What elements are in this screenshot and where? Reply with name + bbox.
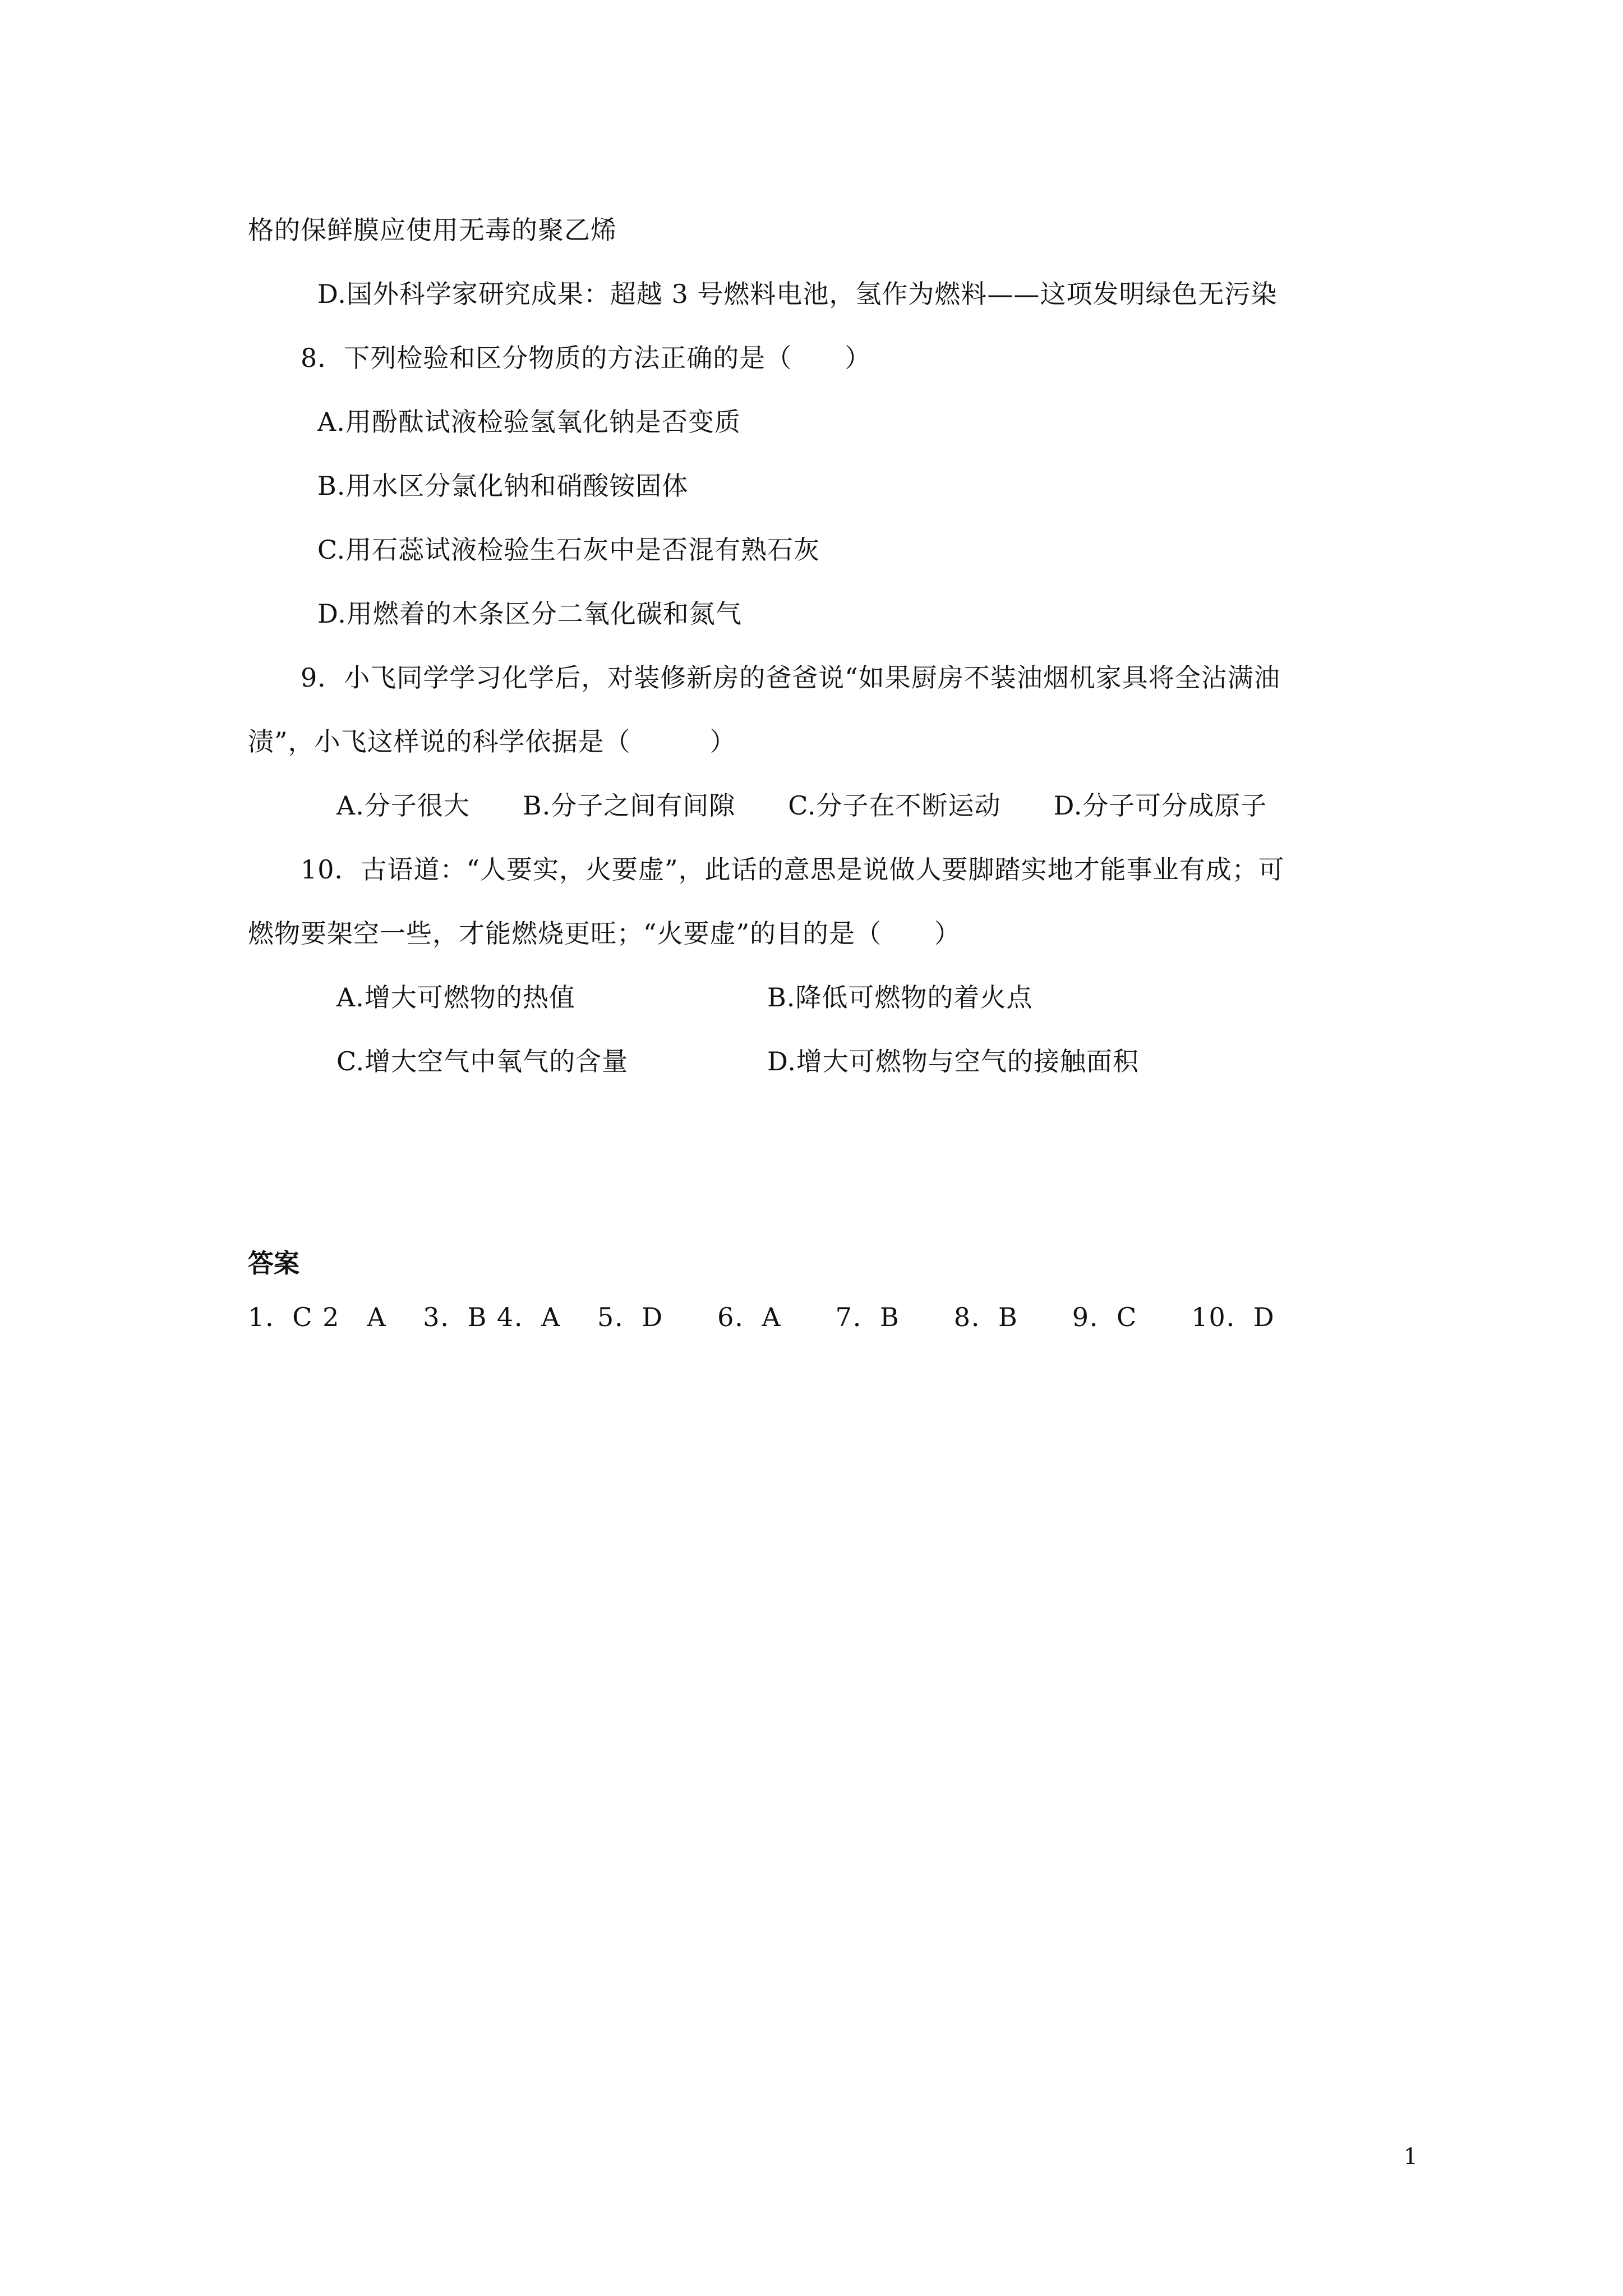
question-8-stem: 8．下列检验和区分物质的方法正确的是（ ） [301,343,872,373]
answers-list: 1．C 2 A 3．B 4．A 5．D 6．A 7．B 8．B 9．C 10．D [248,1302,1275,1332]
q8-option-a: A.用酚酞试液检验氢氧化钠是否变质 [317,407,741,437]
answers-heading: 答案 [248,1248,299,1278]
question-9-stem-line1: 9．小飞同学学习化学后，对装修新房的爸爸说“如果厨房不装油烟机家具将全沾满油 [301,662,1280,693]
q9-options: A.分子很大 B.分子之间有间隙 C.分子在不断运动 D.分子可分成原子 [336,790,1267,821]
page-number: 1 [1403,2144,1418,2170]
q8-option-d: D.用燃着的木条区分二氧化碳和氮气 [317,599,742,629]
question-9-stem-line2: 渍”，小飞这样说的科学依据是（ ） [248,726,736,757]
q10-option-a: A.增大可燃物的热值 [336,982,575,1013]
q10-option-d: D.增大可燃物与空气的接触面积 [767,1046,1139,1076]
question-10-stem-line2: 燃物要架空一些，才能燃烧更旺；“火要虚”的目的是（ ） [248,918,961,949]
q10-option-b: B.降低可燃物的着火点 [767,982,1033,1013]
continued-text-line: 格的保鲜膜应使用无毒的聚乙烯 [248,215,617,245]
q8-option-c: C.用石蕊试液检验生石灰中是否混有熟石灰 [317,535,820,565]
q8-option-b: B.用水区分氯化钠和硝酸铵固体 [317,471,689,501]
q10-option-c: C.增大空气中氧气的含量 [336,1046,629,1076]
question-10-stem-line1: 10．古语道：“人要实，火要虚”，此话的意思是说做人要脚踏实地才能事业有成；可 [301,854,1285,885]
q7-option-d: D.国外科学家研究成果：超越 3 号燃料电池，氢作为燃料——这项发明绿色无污染 [317,279,1278,309]
